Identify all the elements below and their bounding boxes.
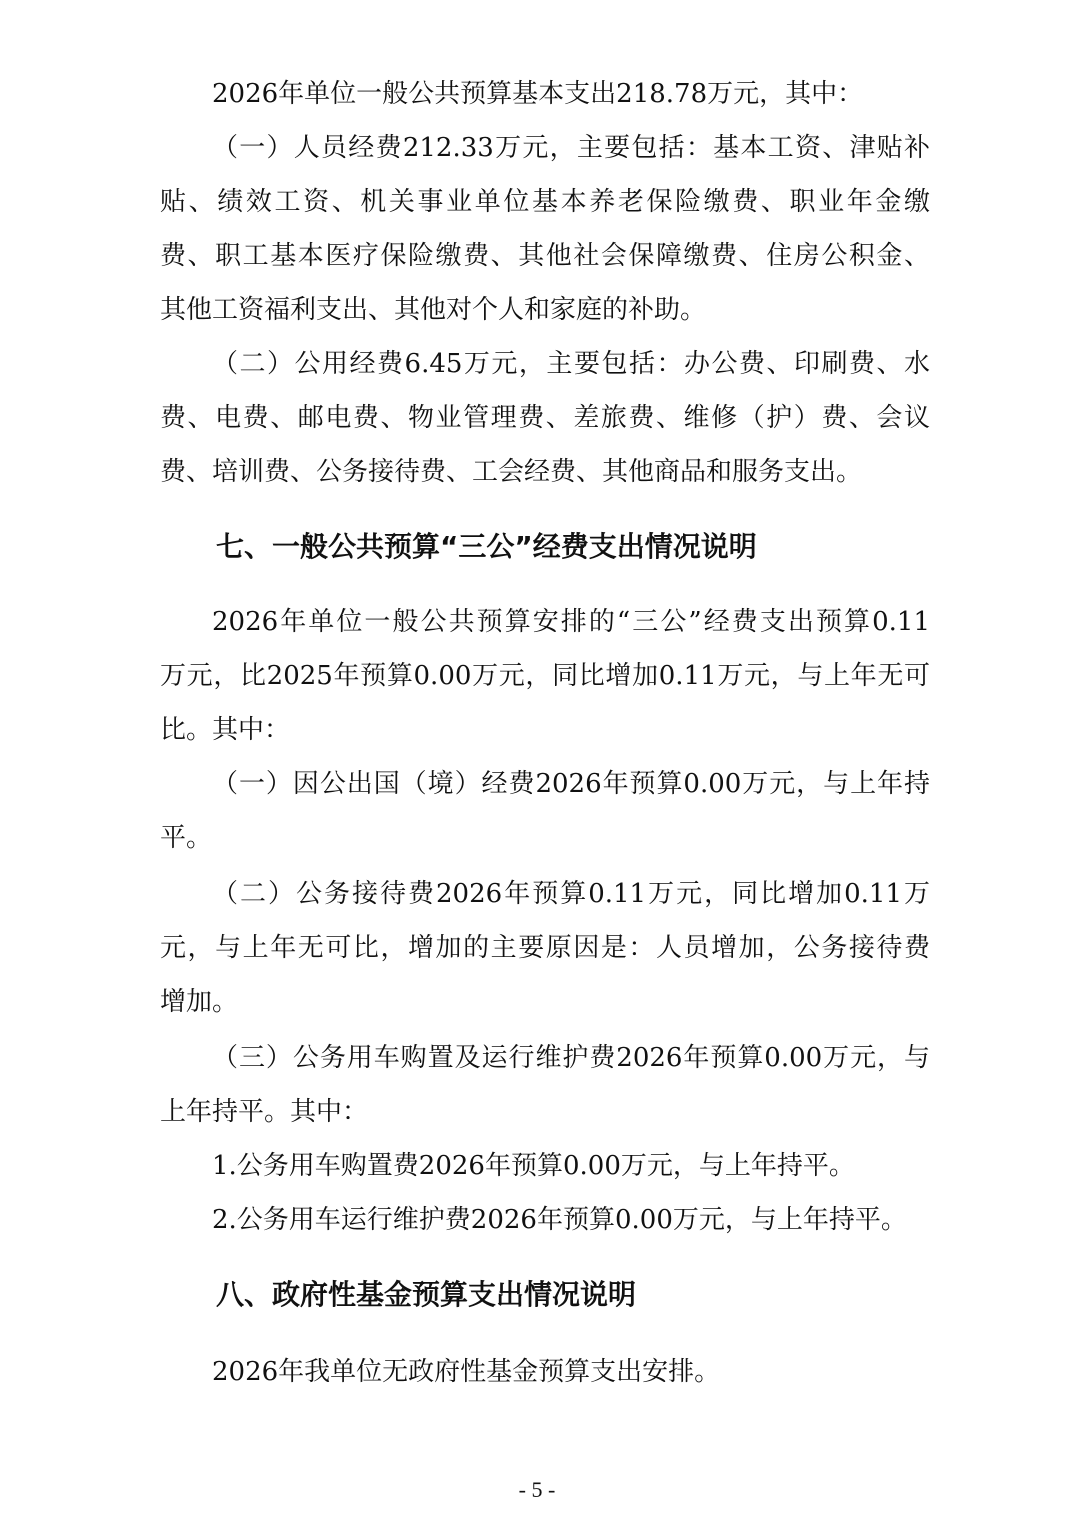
vehicle-purchase-item: 1.公务用车购置费2026年预算0.00万元，与上年持平。 bbox=[212, 1151, 855, 1181]
basic-expenditure-intro: 2026年单位一般公共预算基本支出218.78万元，其中： bbox=[212, 79, 864, 109]
vehicle-expense-line-2: 上年持平。其中： bbox=[160, 1097, 369, 1127]
reception-expense-line-3: 增加。 bbox=[160, 987, 239, 1017]
three-public-intro-line-1: 2026年单位一般公共预算安排的“三公”经费支出预算0.11 bbox=[212, 607, 930, 637]
reception-expense-line-1: （二）公务接待费2026年预算0.11万元，同比增加0.11万 bbox=[212, 879, 930, 909]
personnel-expense-line-2: 贴、绩效工资、机关事业单位基本养老保险缴费、职业年金缴 bbox=[160, 187, 930, 217]
page-number: - 5 - bbox=[518, 1477, 556, 1502]
public-expense-line-1: （二）公用经费6.45万元，主要包括：办公费、印刷费、水 bbox=[212, 349, 930, 379]
three-public-intro-line-2: 万元，比2025年预算0.00万元，同比增加0.11万元，与上年无可 bbox=[160, 661, 930, 691]
government-fund-body: 2026年我单位无政府性基金预算支出安排。 bbox=[212, 1357, 721, 1387]
personnel-expense-line-1: （一）人员经费212.33万元，主要包括：基本工资、津贴补 bbox=[212, 133, 930, 163]
reception-expense-line-2: 元，与上年无可比，增加的主要原因是：人员增加，公务接待费 bbox=[160, 933, 930, 963]
public-expense-line-2: 费、电费、邮电费、物业管理费、差旅费、维修（护）费、会议 bbox=[160, 403, 930, 433]
personnel-expense-line-4: 其他工资福利支出、其他对个人和家庭的补助。 bbox=[160, 295, 707, 325]
abroad-expense-line-1: （一）因公出国（境）经费2026年预算0.00万元，与上年持 bbox=[212, 769, 930, 799]
section-heading-government-fund: 八、政府性基金预算支出情况说明 bbox=[216, 1278, 637, 1311]
section-heading-three-public: 七、一般公共预算“三公”经费支出情况说明 bbox=[216, 530, 757, 563]
three-public-intro-line-3: 比。其中： bbox=[160, 715, 291, 745]
vehicle-operation-item: 2.公务用车运行维护费2026年预算0.00万元，与上年持平。 bbox=[212, 1205, 907, 1235]
public-expense-line-3: 费、培训费、公务接待费、工会经费、其他商品和服务支出。 bbox=[160, 457, 863, 487]
abroad-expense-line-2: 平。 bbox=[160, 823, 213, 853]
personnel-expense-line-3: 费、职工基本医疗保险缴费、其他社会保障缴费、住房公积金、 bbox=[160, 241, 930, 271]
vehicle-expense-line-1: （三）公务用车购置及运行维护费2026年预算0.00万元，与 bbox=[212, 1043, 930, 1073]
